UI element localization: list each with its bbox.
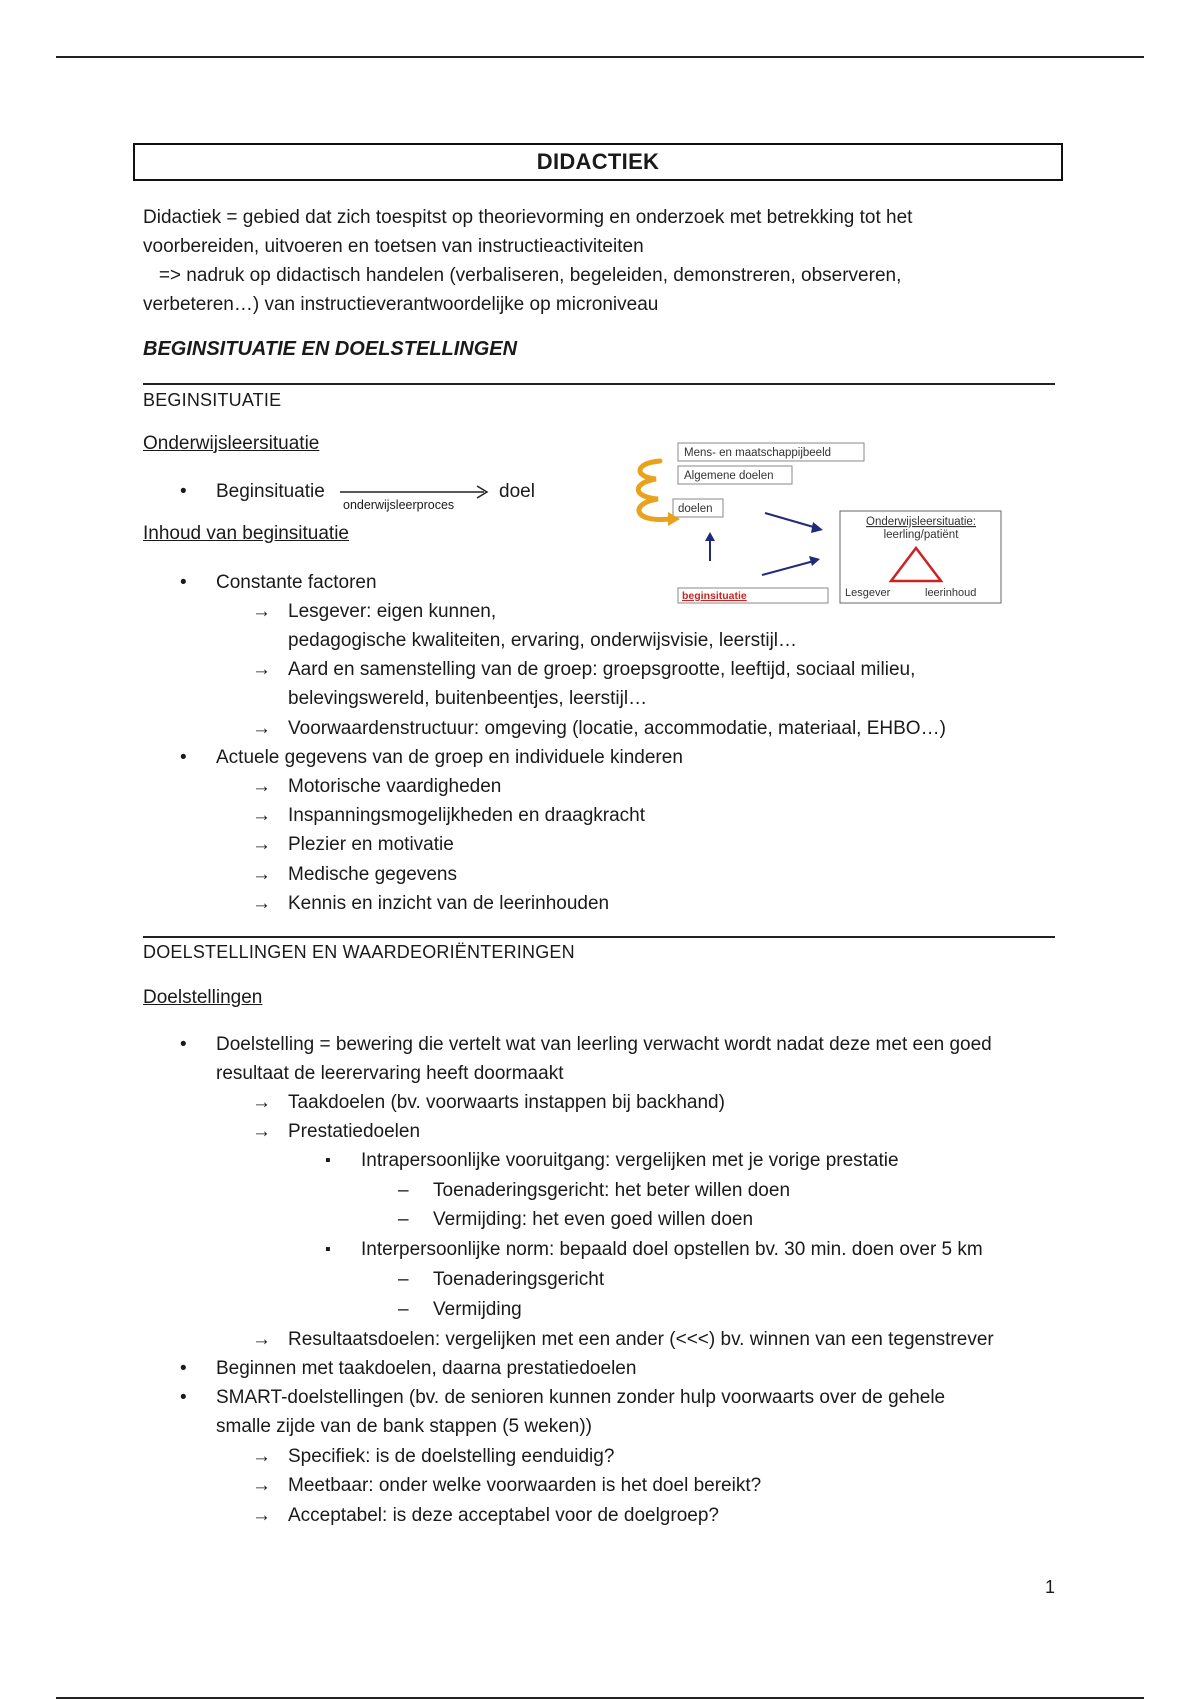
square-marker: ▪ [325, 1152, 331, 1169]
list-item: Motorische vaardigheden [288, 776, 502, 797]
arrow-marker: → [252, 659, 271, 680]
didactic-diagram [620, 433, 1015, 611]
bullet-marker: • [180, 572, 187, 593]
list-item: Interpersoonlijke norm: bepaald doel opstellen bv. 30 min. doen over 5 km [361, 1239, 983, 1260]
dash-marker: – [398, 1299, 409, 1320]
list-item: Meetbaar: onder welke voorwaarden is het doel bereikt? [288, 1475, 762, 1496]
list-item: Prestatiedoelen [288, 1121, 421, 1142]
intro-line: voorbereiden, uitvoeren en toetsen van instructieactiviteiten [143, 236, 644, 257]
list-item: Toenaderingsgericht [433, 1269, 605, 1290]
arrow-marker: → [252, 834, 271, 855]
bullet-marker: • [180, 481, 187, 502]
list-item: Kennis en inzicht van de leerinhouden [288, 893, 610, 914]
page-title: DIDACTIEK [133, 143, 1063, 181]
list-item: Lesgever: eigen kunnen, [288, 601, 497, 622]
list-item: Specifiek: is de doelstelling eenduidig? [288, 1446, 615, 1467]
diagram-box-mens: Mens- en maatschappijbeeld [684, 447, 832, 459]
arrow-marker: → [252, 1329, 271, 1350]
list-item: Inspanningsmogelijkheden en draagkracht [288, 805, 646, 826]
list-item: Medische gegevens [288, 864, 457, 885]
list-item: Voorwaardenstructuur: omgeving (locatie, accommodatie, materiaal, EHBO…) [288, 718, 946, 739]
section-divider [143, 936, 1055, 938]
bullet-marker: • [180, 1387, 187, 1408]
arrow-marker: → [252, 805, 271, 826]
intro-line: => nadruk op didactisch handelen (verbaliseren, begeleiden, demonstreren, observeren, [143, 265, 902, 286]
list-item: Doelstelling = bewering die vertelt wat van leerling verwacht wordt nadat deze met een goed [216, 1034, 992, 1055]
diagram-right-title: Onderwijsleersituatie: [866, 516, 976, 528]
list-item: Resultaatsdoelen: vergelijken met een ander (<<<) bv. winnen van een tegenstrever [288, 1329, 994, 1350]
topic-heading: Onderwijsleersituatie [143, 433, 320, 454]
arrow-marker: → [252, 864, 271, 885]
list-item: Acceptabel: is deze acceptabel voor de doelgroep? [288, 1505, 719, 1526]
list-item: SMART-doelstellingen (bv. de senioren kunnen zonder hulp voorwaarts over de gehele [216, 1387, 946, 1408]
diagram-right-sub: leerling/patiënt [883, 529, 959, 541]
diagram-box-beginsituatie: beginsituatie [682, 590, 747, 602]
dash-marker: – [398, 1269, 409, 1290]
arrow-marker: → [252, 718, 271, 739]
bullet-marker: • [180, 747, 187, 768]
arrow-marker: → [252, 1446, 271, 1467]
list-item-cont: smalle zijde van de bank stappen (5 weken)) [216, 1416, 592, 1437]
arrow-marker: → [252, 893, 271, 914]
list-item-cont: resultaat de leerervaring heeft doormaakt [216, 1063, 564, 1084]
dash-marker: – [398, 1209, 409, 1230]
list-item: Actuele gegevens van de groep en individuele kinderen [216, 747, 683, 768]
list-item: Beginnen met taakdoelen, daarna prestatiedoelen [216, 1358, 637, 1379]
arrow-marker: → [252, 1121, 271, 1142]
bullet-marker: • [180, 1034, 187, 1055]
diagram-box-algemene-doelen: Algemene doelen [684, 470, 774, 482]
diagram-box-doelen: doelen [678, 503, 713, 515]
diagram-corner-lesgever: Lesgever [845, 587, 891, 599]
topic-heading: Doelstellingen [143, 987, 263, 1008]
arrow-marker: → [252, 776, 271, 797]
list-item: Aard en samenstelling van de groep: groepsgrootte, leeftijd, sociaal milieu, [288, 659, 916, 680]
flow-arrow-label: onderwijsleerproces [343, 498, 455, 512]
section-heading: BEGINSITUATIE EN DOELSTELLINGEN [143, 338, 518, 360]
list-item: Vermijding [433, 1299, 522, 1320]
list-item: Intrapersoonlijke vooruitgang: vergelijken met je vorige prestatie [361, 1150, 899, 1171]
diagram-corner-leerinhoud: leerinhoud [925, 587, 977, 599]
list-item-cont: belevingswereld, buitenbeentjes, leerstijl… [288, 688, 648, 709]
subsection-heading: BEGINSITUATIE [143, 390, 282, 410]
intro-line: verbeteren…) van instructieverantwoordelijke op microniveau [143, 294, 659, 315]
list-item: Toenaderingsgericht: het beter willen doen [433, 1180, 791, 1201]
list-item: Constante factoren [216, 572, 377, 593]
arrow-marker: → [252, 1475, 271, 1496]
list-item-cont: pedagogische kwaliteiten, ervaring, onderwijsvisie, leerstijl… [288, 630, 798, 651]
square-marker: ▪ [325, 1241, 331, 1258]
list-item: Plezier en motivatie [288, 834, 454, 855]
page-number: 1 [1045, 1577, 1056, 1597]
dash-marker: – [398, 1180, 409, 1201]
intro-line: Didactiek = gebied dat zich toespitst op theorievorming en onderzoek met betrekking tot het [143, 207, 913, 228]
header-rule [56, 56, 1144, 58]
arrow-marker: → [252, 1092, 271, 1113]
bullet-marker: • [180, 1358, 187, 1379]
footer-rule [56, 1697, 1144, 1699]
subsection-heading: DOELSTELLINGEN EN WAARDEORIËNTERINGEN [143, 942, 575, 962]
intro-paragraph [143, 203, 1083, 319]
arrow-marker: → [252, 1505, 271, 1526]
section-divider [143, 383, 1055, 385]
list-item: Taakdoelen (bv. voorwaarts instappen bij backhand) [288, 1092, 725, 1113]
flow-end: doel [499, 481, 535, 502]
flow-start: Beginsituatie [216, 481, 325, 502]
topic-heading: Inhoud van beginsituatie [143, 523, 349, 544]
arrow-marker: → [252, 601, 271, 622]
list-item: Vermijding: het even goed willen doen [433, 1209, 754, 1230]
